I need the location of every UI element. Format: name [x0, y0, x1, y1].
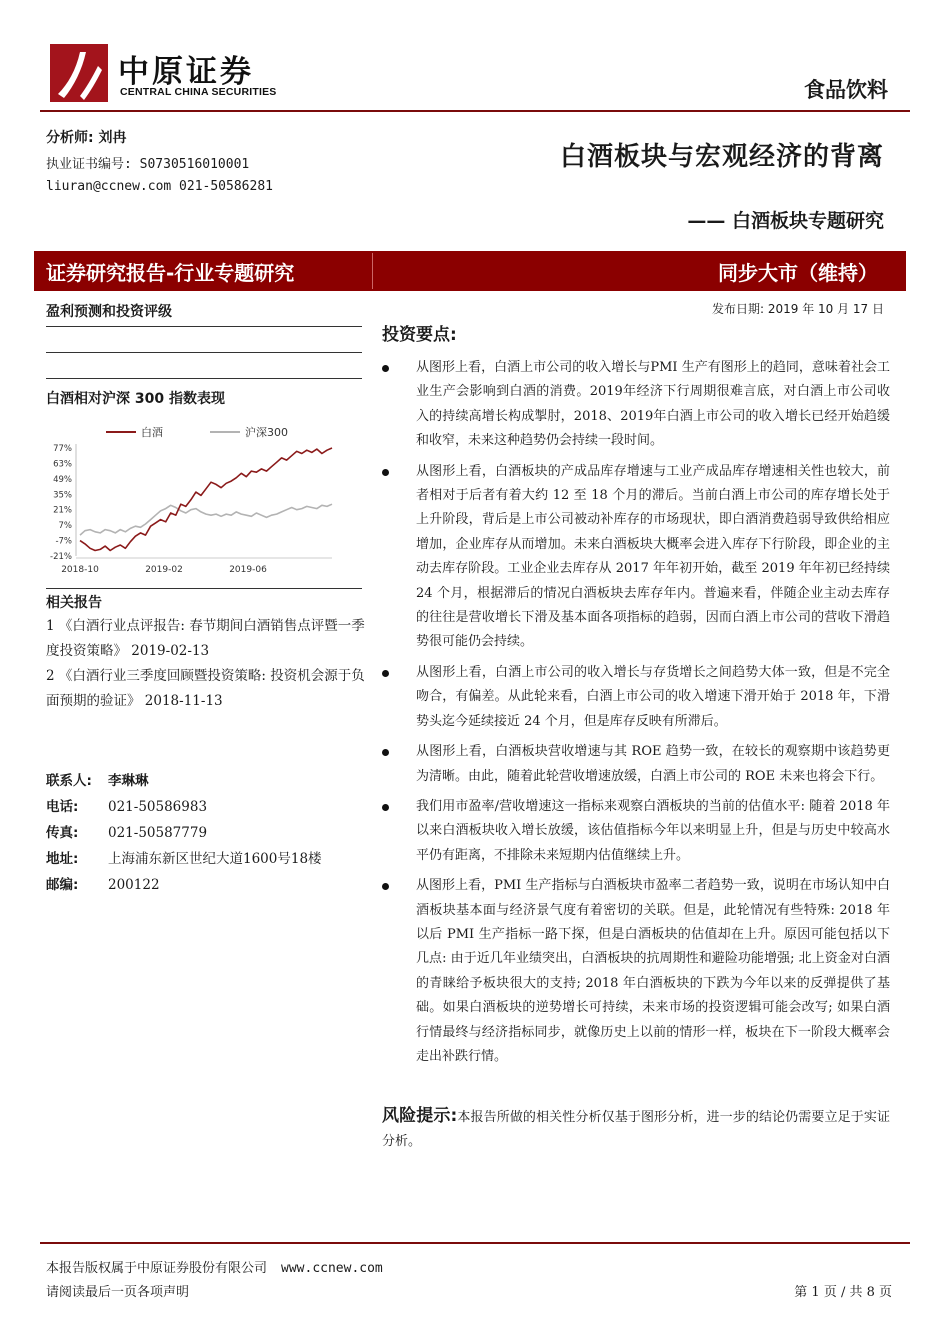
zip-value: 200122 — [108, 877, 160, 893]
analyst-name: 分析师: 刘冉 — [46, 130, 127, 146]
rating-line — [46, 326, 362, 327]
risk-text: 本报告所做的相关性分析仅基于图形分析，进一步的结论仍需要立足于实证分析。 — [382, 1110, 890, 1149]
footer-notice: 请阅读最后一页各项声明 — [46, 1285, 190, 1300]
bullet-icon — [382, 804, 389, 811]
x-tick-label: 2018-10 — [61, 565, 99, 575]
risk-label: 风险提示: — [382, 1106, 458, 1126]
related-report-2[interactable]: 2 《白酒行业三季度回顾暨投资策略: 投资机会源于负面预期的验证》 2018-11-13 — [46, 668, 365, 709]
y-tick-label: -7% — [55, 536, 72, 547]
y-tick-label: 7% — [58, 521, 72, 532]
series-line-1 — [80, 504, 332, 535]
website-link[interactable]: www.ccnew.com — [281, 1261, 383, 1276]
phone-value: 021-50586983 — [108, 799, 208, 815]
series-line-0 — [80, 448, 332, 551]
sector-label: 食品饮料 — [804, 78, 888, 102]
list-item: 我们用市盈率/营收增速这一指标来观察白酒板块的当前的估值水平: 随着 2018 年以来白酒板块收入增长放缓，该估值指标今年以来明显上升，但是与历史中较高水平仍有距离，不排除未来短期内估值继续上升。 — [382, 795, 890, 868]
banner-separator — [372, 253, 373, 289]
y-tick-label: 35% — [53, 490, 72, 501]
y-tick-label: 63% — [53, 459, 72, 470]
x-tick-label: 2019-06 — [229, 565, 267, 575]
address-value: 上海浦东新区世纪大道1600号18楼 — [108, 851, 322, 867]
list-item: 从图形上看，白酒板块的产成品库存增速与工业产成品库存增速相关性也较大，前者相对于后者有着大约 12 至 18 个月的滞后。当前白酒上市公司的库存增长处于上升阶段，背后是上市公司被动补库存的市场现状，即白酒消费趋弱导致供给相应增加，企业库存从而增加。未来白酒板块大概率会进入库存下行阶段，即企业的主动去库存阶段。工业企业去库存从 2017 年年初开始，截至 2019 年年初已经持续 24 个月，根据滞后的情况白酒板块去库存年内。普遍来看，伴随企业主动去库存的往往是营收增长下滑及基本面各项指标的趋弱，因而白酒上市公司的营收下滑趋势很可能仍会持续。 — [382, 460, 890, 655]
copyright-text: 本报告版权属于中原证券股份有限公司 — [46, 1261, 268, 1276]
bullet-icon — [382, 749, 389, 756]
contact-person: 李琳琳 — [108, 773, 149, 789]
investment-highlights-list — [382, 356, 890, 1075]
list-item: 从图形上看，白酒上市公司的收入增长与PMI 生产有图形上的趋同，意味着社会工业生产会影响到白酒的消费。2019年经济下行周期很难言底，对白酒上市公司收入的持续高增长构成掣肘，2018、2019年白酒上市公司的收入增长已经开始趋缓和收窄，未来这种趋势仍会持续一段时间。 — [382, 356, 890, 454]
section-line — [46, 588, 362, 589]
publish-date: 发布日期: 2019 年 10 月 17 日 — [711, 302, 884, 316]
logo-text-en: CENTRAL CHINA SECURITIES — [120, 86, 277, 98]
header-divider — [40, 110, 910, 112]
fax-value: 021-50587779 — [108, 825, 208, 841]
rating-heading: 盈利预测和投资评级 — [46, 304, 172, 320]
list-item: 从图形上看，白酒上市公司的收入增长与存货增长之间趋势大体一致，但是不完全吻合，有偏差。从此轮来看，白酒上市公司的收入增速下滑开始于 2018 年，下滑势头迄今延续接近 24 个月，但是库存反映有所滞后。 — [382, 661, 890, 734]
phone-label: 电话: — [46, 799, 79, 815]
y-tick-label: 21% — [53, 505, 72, 516]
address-label: 地址: — [46, 851, 79, 867]
logo-mark — [50, 44, 108, 102]
rating-line — [46, 352, 362, 353]
y-tick-label: -21% — [50, 552, 72, 562]
report-type: 证券研究报告-行业专题研究 — [46, 261, 295, 285]
legend-label: 沪深300 — [245, 426, 288, 439]
investment-highlights-heading: 投资要点: — [382, 325, 457, 345]
bullet-icon — [382, 670, 389, 677]
risk-warning — [382, 1104, 890, 1154]
bullet-icon — [382, 883, 389, 890]
page-number: 第 1 页 / 共 8 页 — [794, 1285, 892, 1300]
chart-heading: 白酒相对沪深 300 指数表现 — [46, 391, 225, 407]
y-tick-label: 49% — [53, 474, 72, 485]
footer-copyright — [46, 1257, 383, 1276]
contact-block — [46, 768, 322, 898]
bullet-icon — [382, 469, 389, 476]
x-tick-label: 2019-02 — [145, 565, 183, 575]
relative-performance-chart — [40, 420, 340, 586]
analyst-cert: 执业证书编号: S0730516010001 — [46, 157, 250, 172]
analyst-contact: liuran@ccnew.com 021-50586281 — [46, 179, 273, 194]
related-heading: 相关报告 — [46, 595, 102, 611]
y-tick-label: 77% — [53, 444, 72, 454]
list-item: 从图形上看，白酒板块营收增速与其 ROE 趋势一致，在较长的观察期中该趋势更为清晰。由此，随着此轮营收增速放缓，白酒上市公司的 ROE 未来也将会下行。 — [382, 740, 890, 789]
footer-divider — [40, 1242, 910, 1244]
report-subtitle: —— 白酒板块专题研究 — [687, 210, 884, 232]
list-item: 从图形上看，PMI 生产指标与白酒板块市盈率二者趋势一致，说明在市场认知中白酒板块基本面与经济景气度有着密切的关联。但是，此轮情况有些特殊: 2018 年以后 PMI 生产指标一路下探，但是白酒板块的估值却在上升。原因可能包括以下几点: 由于近几年业绩突出，白酒板块的抗周期性和避险功能增强; 北上资金对白酒的青睐给予板块很大的支持; 2018 年白酒板块的下跌为今年以来的反弹提供了基础。如果白酒板块的逆势增长可持续，未来市场的投资逻辑可能会改写; 如果白酒行情最终与经济指标同步，就像历史上以前的情形一样，板块在下一阶段大概率会走出补跌行情。 — [382, 874, 890, 1069]
logo-text-cn: 中原证券 — [118, 54, 254, 90]
legend-label: 白酒 — [141, 426, 163, 439]
contact-person-label: 联系人: — [46, 773, 92, 789]
rating: 同步大市（维持） — [718, 261, 878, 285]
bullet-icon — [382, 365, 389, 372]
report-title: 白酒板块与宏观经济的背离 — [559, 142, 884, 172]
related-report-1[interactable]: 1 《白酒行业点评报告: 春节期间白酒销售点评暨一季度投资策略》 2019-02-13 — [46, 618, 365, 659]
zip-label: 邮编: — [46, 877, 79, 893]
rating-line — [46, 378, 362, 379]
fax-label: 传真: — [46, 825, 79, 841]
